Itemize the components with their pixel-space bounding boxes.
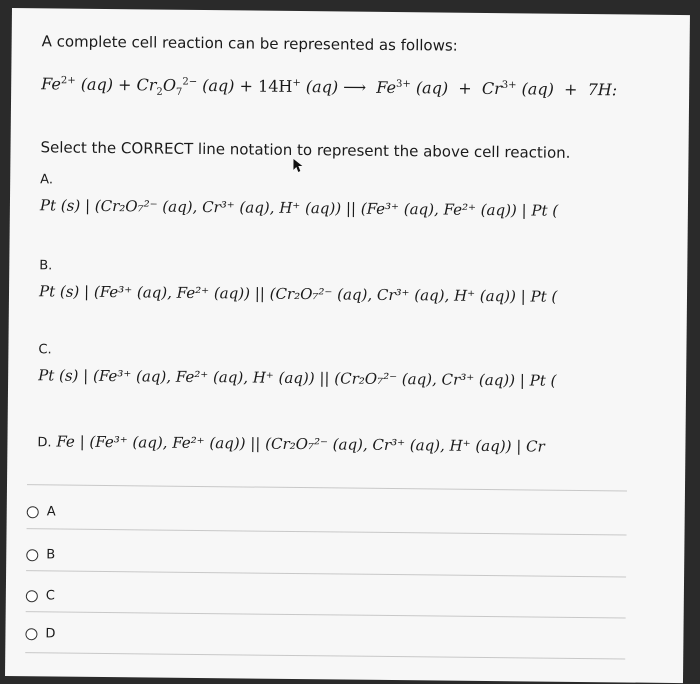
divider (27, 528, 627, 535)
answer-option-d[interactable] (26, 626, 626, 642)
radio-button-c[interactable] (26, 590, 38, 602)
question-sheet (5, 8, 690, 683)
choice-c-notation: Pt (s) | (Fe³⁺ (aq), Fe²⁺ (aq), H⁺ (aq)) || (Cr₂O₇²⁻ (aq), Cr³⁺ (aq)) | Pt ( (38, 366, 557, 390)
answer-label-c: C (45, 588, 56, 604)
radio-button-d[interactable] (25, 628, 37, 640)
mouse-pointer-icon (293, 159, 303, 173)
instruction-text: Select the CORRECT line notation to represent the above cell reaction. (40, 138, 571, 162)
divider (26, 570, 626, 577)
divider (27, 484, 627, 491)
answer-label-d: D (45, 626, 56, 642)
answer-option-a[interactable] (27, 504, 627, 520)
answer-option-b[interactable] (26, 547, 626, 563)
divider (25, 652, 625, 659)
choice-a-notation: Pt (s) | (Cr₂O₇²⁻ (aq), Cr³⁺ (aq), H⁺ (aq)) || (Fe³⁺ (aq), Fe²⁺ (aq)) | Pt ( (39, 196, 559, 220)
answer-option-c[interactable] (26, 588, 626, 604)
radio-button-a[interactable] (27, 506, 39, 518)
answer-label-b: B (46, 547, 56, 563)
choice-b-notation: Pt (s) | (Fe³⁺ (aq), Fe²⁺ (aq)) || (Cr₂O₇²⁻ (aq), Cr³⁺ (aq), H⁺ (aq)) | Pt ( (38, 282, 558, 306)
choice-c-label: C. (38, 342, 52, 358)
choice-a-label: A. (40, 172, 54, 188)
answer-label-a: A (46, 504, 56, 520)
divider (26, 611, 626, 618)
radio-button-b[interactable] (26, 549, 38, 561)
intro-text: A complete cell reaction can be represented as follows: (41, 32, 458, 55)
choice-b-label: B. (39, 258, 53, 274)
choice-d-notation: D. Fe | (Fe³⁺ (aq), Fe²⁺ (aq)) || (Cr₂O₇²⁻ (aq), Cr³⁺ (aq), H⁺ (aq)) | Cr (37, 432, 545, 456)
reaction-equation: $Fe^{2+}$ $(aq) + Cr_2O_7^{2-}$ (aq) + 14H+ (aq) ⟶ $Fe^{3+}$ $(aq) + Cr^{3+}$ (aq) + 7H: (41, 74, 618, 100)
